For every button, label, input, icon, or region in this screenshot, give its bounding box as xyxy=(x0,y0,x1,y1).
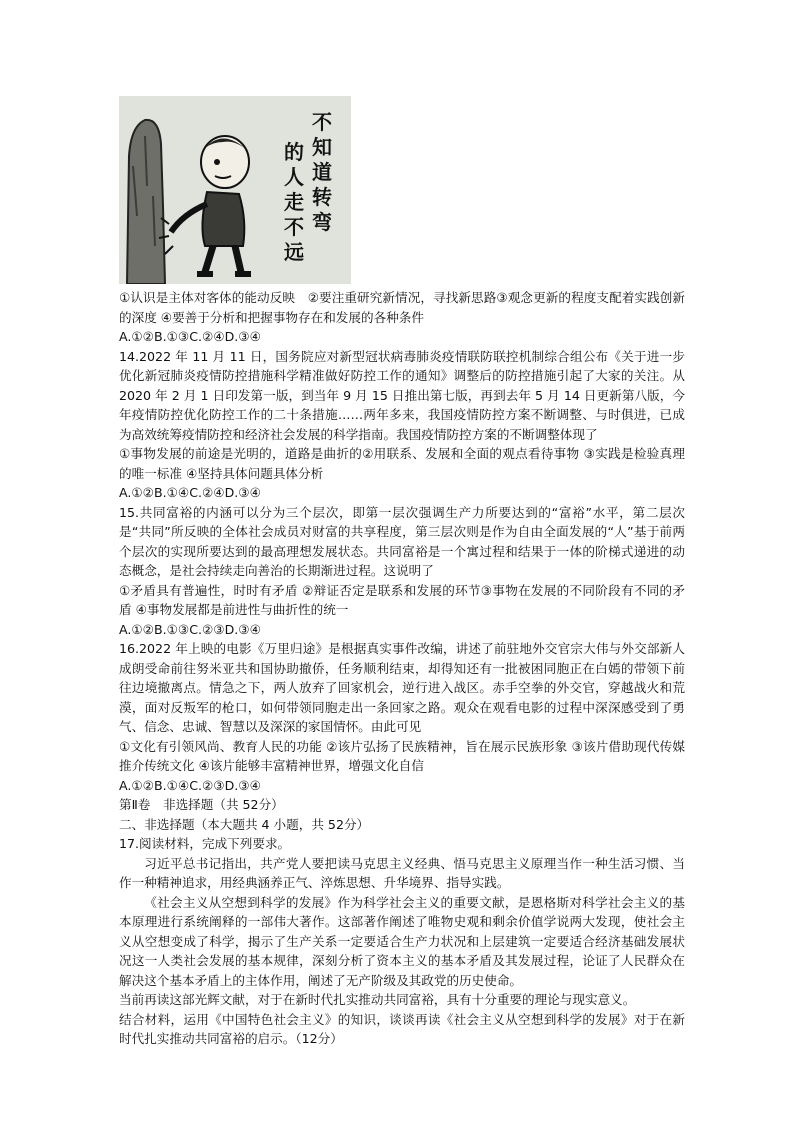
q16-statements: ①文化有引领风尚、教育人民的功能 ②该片弘扬了民族精神，旨在展示民族形象 ③该片借助现代传媒推介传统文化 ④该片能够丰富精神世界，增强文化自信 xyxy=(119,738,685,773)
cartoon-caption-col2: 的人走不远 xyxy=(284,140,304,264)
cartoon-image xyxy=(119,96,351,284)
part2-section: 二、非选择题（本大题共 4 小题，共 52分） xyxy=(119,816,370,832)
q13-options: A.①②B.①③C.②④D.③④ xyxy=(119,329,261,344)
q17-para1: 习近平总书记指出，共产党人要把读马克思主义经典、悟马克思主义原理当作一种生活习惯、当作一种精神追求，用经典涵养正气、淬炼思想、升华境界、指导实践。 xyxy=(119,855,685,890)
q17-question: 结合材料，运用《中国特色社会主义》的知识，谈谈再读《社会主义从空想到科学的发展》对于在新时代扎实推动共同富裕的启示。（12分） xyxy=(119,1011,685,1046)
exam-page xyxy=(119,96,685,1049)
cartoon-caption-col1: 不知道转弯 xyxy=(312,110,332,234)
q13-statements: ①认识是主体对客体的能动反映 ②要注重研究新情况，寻找新思路③观念更新的程度支配着实践创新的深度 ④要善于分析和把握事物存在和发展的各种条件 xyxy=(119,290,685,325)
q14-stem: 14.2022 年 11 月 11 日，国务院应对新型冠状病毒肺炎疫情联防联控机制综合组公布《关于进一步优化新冠肺炎疫情防控措施科学精准做好防控工作的通知》调整后的防控措施引起了大家的关注。从 2020 年 2 月 1 日印发第一版，到当年 9 月 15 日推出第七版，再到去年 5 月 14 日更新第八版，今年疫情防控优化防控工作的二十条措施……两年多来，我国疫情防控方案不断调整、与时俱进，已成为高效统筹疫情防控和经济社会发展的科学指南。我国疫情防控方案的不断调整体现了 xyxy=(119,348,685,442)
q15-statements: ①矛盾具有普遍性，时时有矛盾 ②辩证否定是联系和发展的环节③事物在发展的不同阶段有不同的矛盾 ④事物发展都是前进性与曲折性的统一 xyxy=(119,582,685,617)
q17-para3: 当前再读这部光辉文献，对于在新时代扎实推动共同富裕，具有十分重要的理论与现实意义。 xyxy=(119,992,636,1007)
q17-intro: 17.阅读材料，完成下列要求。 xyxy=(119,836,291,851)
part2-title: 第Ⅱ卷 非选择题（共 52分） xyxy=(119,797,284,812)
q15-stem: 15.共同富裕的内涵可以分为三个层次，即第一层次强调生产力所要达到的“富裕”水平，第二层次是“共同”所反映的全体社会成员对财富的共享程度，第三层次则是作为自由全面发展的“人”基于前两个层次的实现所要达到的最高理想发展状态。共同富裕是一个寓过程和结果于一体的阶梯式递进的动态概念，是社会持续走向善治的长期渐进过程。这说明了 xyxy=(119,504,685,578)
q17-para2: 《社会主义从空想到科学的发展》作为科学社会主义的重要文献，是恩格斯对科学社会主义的基本原理进行系统阐释的一部伟大著作。这部著作阐述了唯物史观和剩余价值学说两大发现，使社会主义从空想变成了科学，揭示了生产关系一定要适合生产力状况和上层建筑一定要适合经济基础发展状况这一人类社会发展的基本规律，深刻分析了资本主义的基本矛盾及其发展过程，论证了人民群众在解决这个基本矛盾上的主体作用，阐述了无产阶级及其政党的历史使命。 xyxy=(119,894,685,988)
q15-options: A.①②B.①③C.②③D.③④ xyxy=(119,621,261,637)
q16-options: A.①②B.①④C.②③D.③④ xyxy=(119,777,261,793)
q14-options: A.①②B.①④C.②④D.③④ xyxy=(119,485,261,500)
q16-stem: 16.2022 年上映的电影《万里归途》是根据真实事件改编，讲述了前驻地外交官宗大伟与外交部新人成朗受命前往努米亚共和国协助撤侨，任务顺利结束，却得知还有一批被困同胞正在白嫣的带领下前往边境撤离点。情急之下，两人放弃了回家机会，逆行进入战区。赤手空拳的外交官，穿越战火和荒漠，面对反叛军的枪口，如何带领同胞走出一条回家之路。观众在观看电影的过程中深深感受到了勇气、信念、忠诚、智慧以及深深的家国情怀。由此可见 xyxy=(119,641,685,734)
q14-statements: ①事物发展的前途是光明的，道路是曲折的②用联系、发展和全面的观点看待事物 ③实践是检验真理的唯一标准 ④坚持具体问题具体分析 xyxy=(119,446,685,481)
